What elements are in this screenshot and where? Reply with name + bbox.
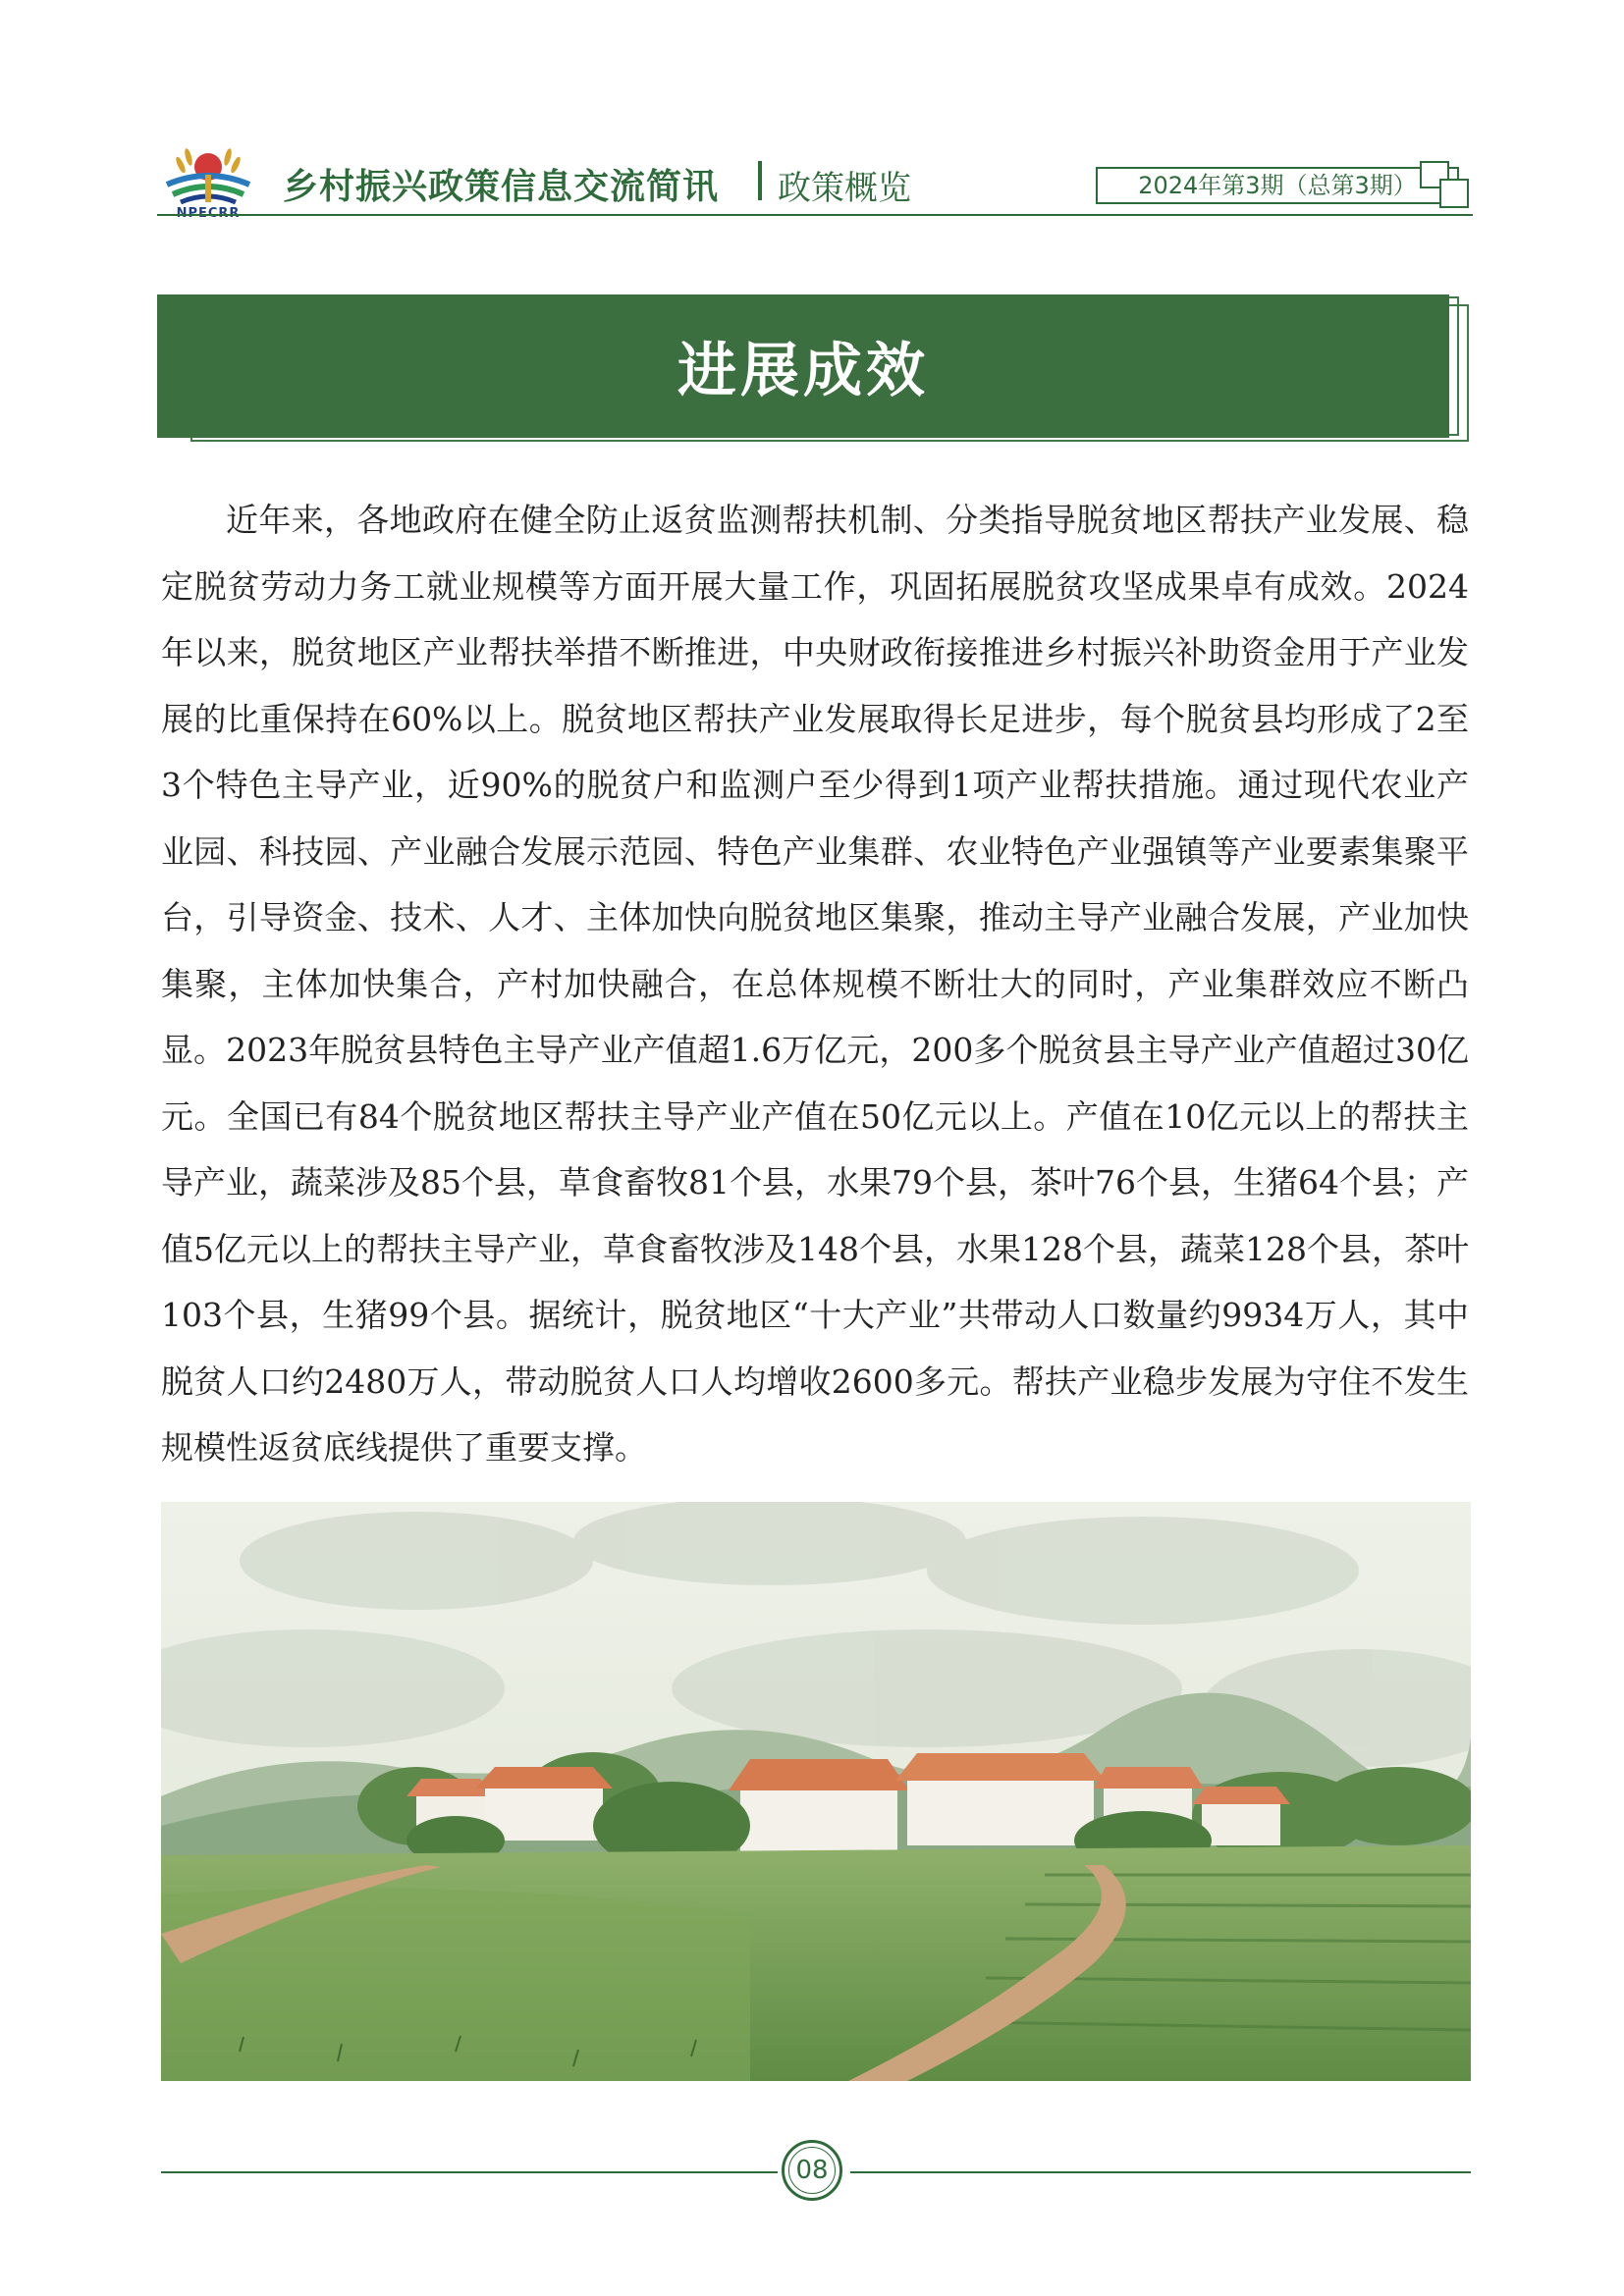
- logo-emblem-icon: [159, 145, 257, 206]
- section-title: 进展成效: [677, 337, 929, 405]
- header-rule: [157, 214, 1473, 216]
- village-illustration: [161, 1502, 1471, 2081]
- section-banner: [157, 294, 1449, 438]
- page-header: [157, 137, 1473, 226]
- section-name: 政策概览: [778, 169, 911, 208]
- footer-rule-left: [161, 2171, 778, 2173]
- issue-label: 2024年第3期（总第3期）: [1096, 167, 1459, 204]
- footer-rule-right: [850, 2171, 1471, 2173]
- village-landscape-image: [161, 1502, 1471, 2081]
- page-number: 08: [782, 2140, 842, 2201]
- header-separator: [758, 161, 762, 200]
- publication-title: 乡村振兴政策信息交流简讯: [283, 167, 720, 207]
- article-body: [161, 487, 1469, 1481]
- issue-corner-decoration: [1439, 179, 1469, 208]
- body-paragraph: 近年来，各地政府在健全防止返贫监测帮扶机制、分类指导脱贫地区帮扶产业发展、稳定脱贫劳动力务工就业规模等方面开展大量工作，巩固拓展脱贫攻坚成果卓有成效。2024年以来，脱贫地区产业帮扶举措不断推进，中央财政衔接推进乡村振兴补助资金用于产业发展的比重保持在60%以上。脱贫地区帮扶产业发展取得长足进步，每个脱贫县均形成了2至3个特色主导产业，近90%的脱贫户和监测户至少得到1项产业帮扶措施。通过现代农业产业园、科技园、产业融合发展示范园、特色产业集群、农业特色产业强镇等产业要素集聚平台，引导资金、技术、人才、主体加快向脱贫地区集聚，推动主导产业融合发展，产业加快集聚，主体加快集合，产村加快融合，在总体规模不断壮大的同时，产业集群效应不断凸显。2023年脱贫县特色主导产业产值超1.6万亿元，200多个脱贫县主导产业产值超过30亿元。全国已有84个脱贫地区帮扶主导产业产值在50亿元以上。产值在10亿元以上的帮扶主导产业，蔬菜涉及85个县，草食畜牧81个县，水果79个县，茶叶76个县，生猪64个县；产值5亿元以上的帮扶主导产业，草食畜牧涉及148个县，水果128个县，蔬菜128个县，茶叶103个县，生猪99个县。据统计，脱贫地区“十大产业”共带动人口数量约9934万人，其中脱贫人口约2480万人，带动脱贫人口人均增收2600多元。帮扶产业稳步发展为守住不发生规模性返贫底线提供了重要支撑。: [161, 501, 1469, 1467]
